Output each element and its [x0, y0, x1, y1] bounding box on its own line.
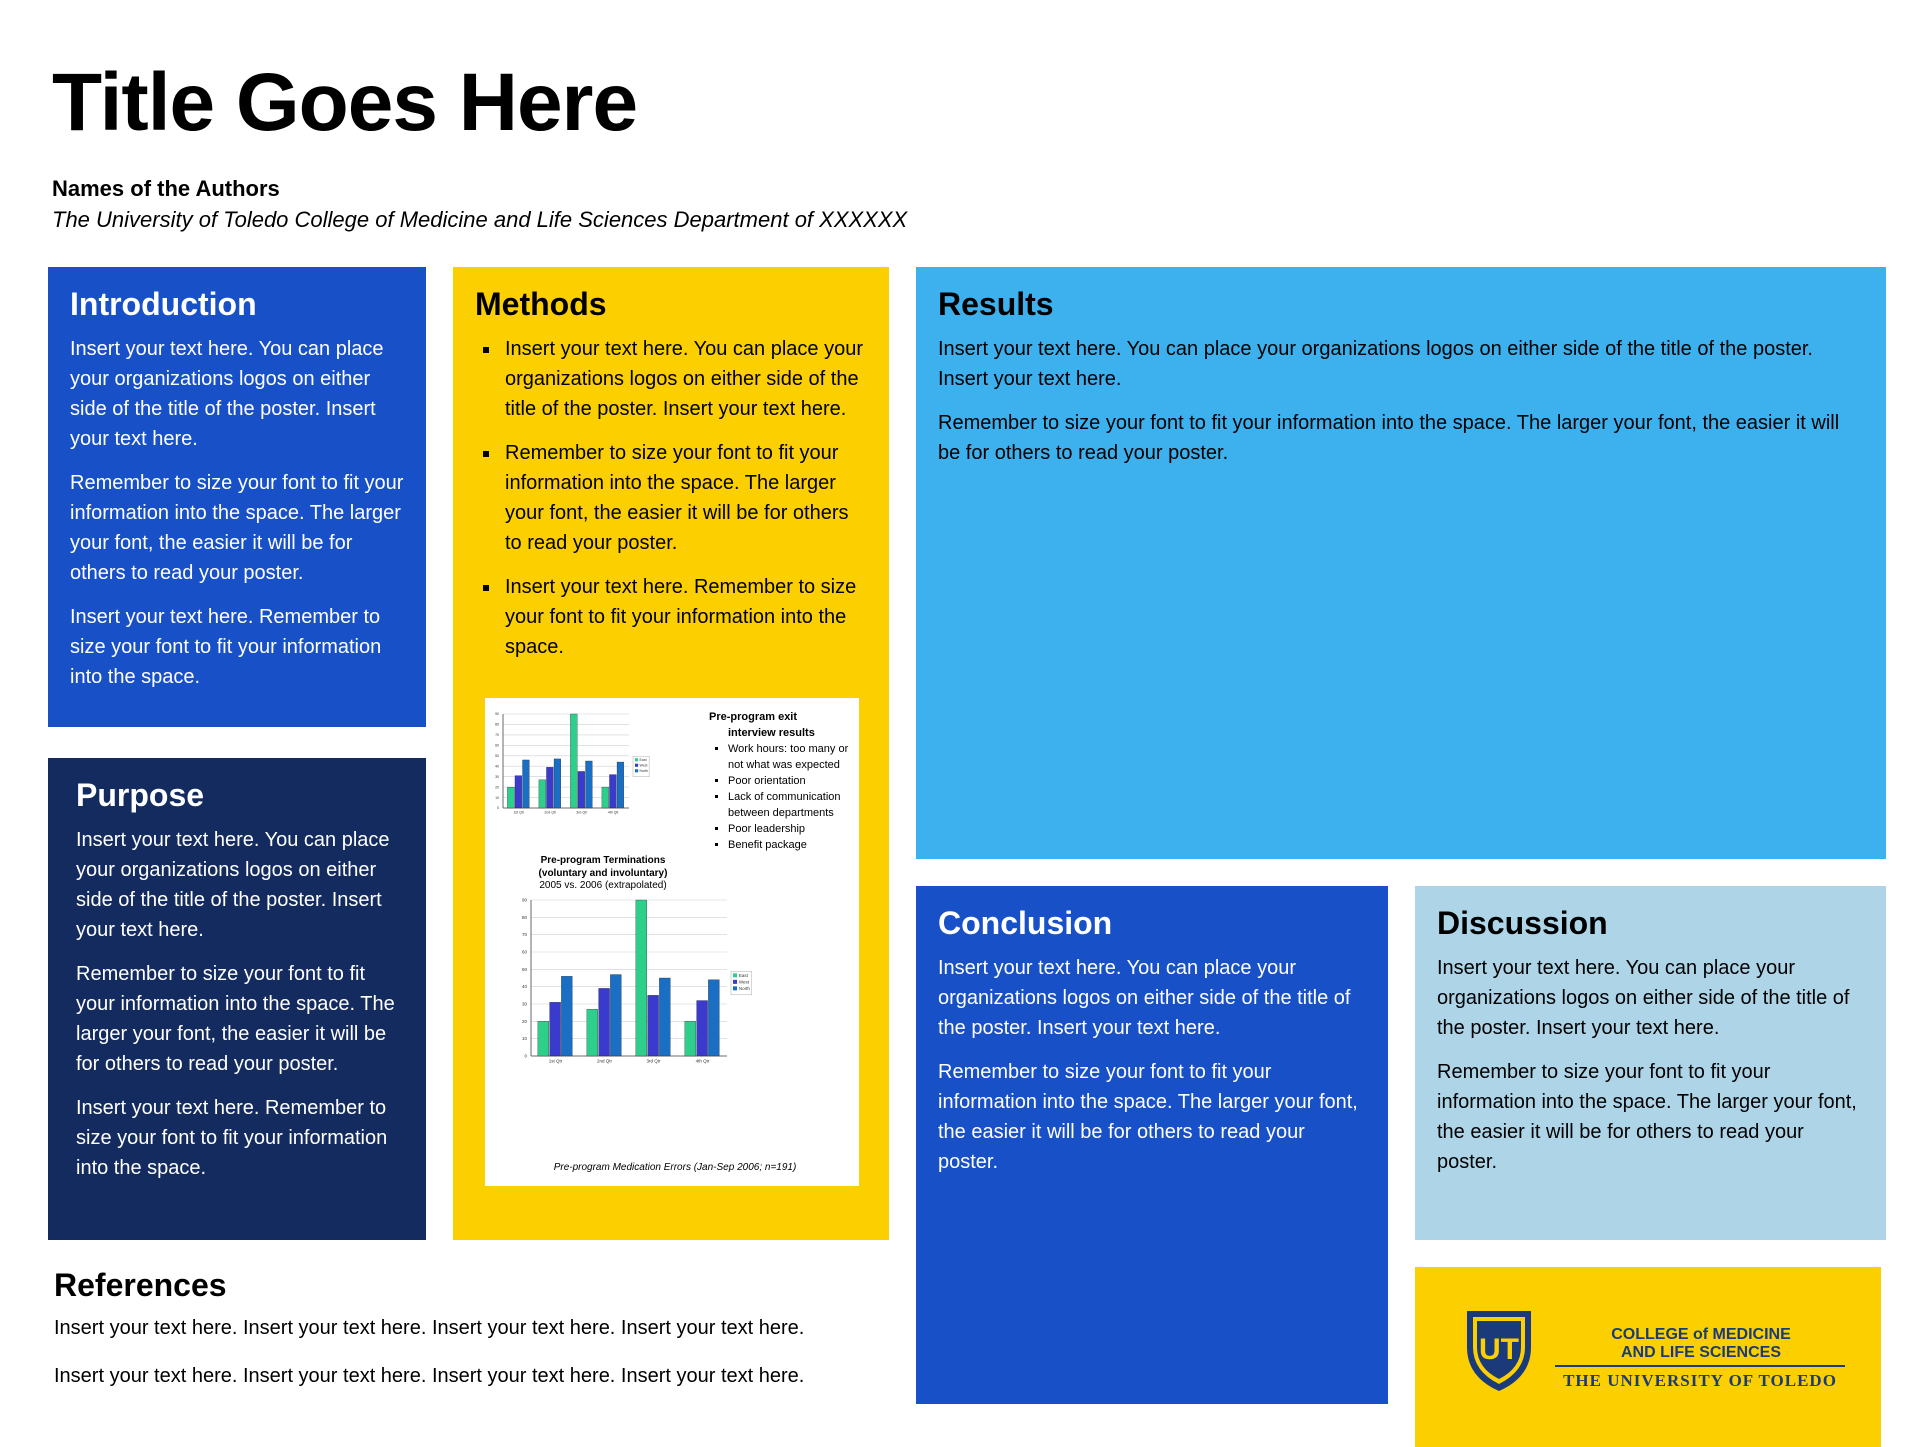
- terminations-caption: [505, 855, 701, 893]
- chart2-y-tick-label: 40: [521, 984, 527, 990]
- discussion-paragraph: Insert your text here. You can place your organizations logos on either side of the title of the poster. Insert your text here.: [1437, 957, 1850, 1040]
- chart1-y-tick-label: 40: [495, 764, 499, 769]
- references-section: [54, 1268, 894, 1409]
- chart2-bar: [587, 1009, 598, 1056]
- chart1-legend-label: North: [639, 769, 649, 774]
- results-paragraph: Insert your text here. You can place your organizations logos on either side of the title of the poster. Insert your text here.: [938, 338, 1813, 391]
- chart2-x-tick-label: 2nd Qtr: [596, 1058, 613, 1064]
- introduction-paragraph: Remember to size your font to fit your information into the space. The larger your font, the easier it will be for others to read your poster.: [70, 472, 404, 585]
- methods-heading: Methods: [475, 286, 607, 322]
- chart2-bar: [538, 1021, 549, 1056]
- terminations-caption-sub: (voluntary and involuntary): [538, 867, 668, 879]
- conclusion-paragraph: Insert your text here. You can place your organizations logos on either side of the title of the poster. Insert your text here.: [938, 957, 1351, 1040]
- chart2-y-tick-label: 50: [521, 966, 527, 972]
- exit-interview-item: ▪ Lack of communication between departments: [728, 790, 855, 822]
- methods-list: [475, 334, 867, 662]
- introduction-heading: Introduction: [70, 286, 257, 322]
- chart2-bar: [648, 995, 659, 1056]
- chart2-y-tick-label: 60: [521, 949, 527, 955]
- chart1-y-tick-label: 60: [495, 743, 499, 748]
- chart1-x-tick-label: 2nd Qtr: [544, 810, 557, 815]
- college-logo: [1415, 1267, 1881, 1447]
- chart1-bar: [570, 714, 577, 808]
- chart1-y-tick-label: 0: [497, 806, 499, 811]
- results-heading: Results: [938, 286, 1054, 322]
- introduction-paragraph: Insert your text here. You can place your organizations logos on either side of the title of the poster. Insert your text here.: [70, 338, 384, 451]
- chart2-bar: [636, 900, 647, 1056]
- chart2-y-tick-label: 70: [521, 932, 527, 938]
- conclusion-panel: [916, 886, 1388, 1404]
- chart1-bar: [609, 775, 616, 808]
- chart2-bar: [708, 980, 719, 1056]
- chart2-bar: [685, 1021, 696, 1056]
- chart2-y-tick-label: 30: [521, 1001, 527, 1007]
- chart2-legend-swatch: [733, 980, 737, 984]
- logo-college-line-2: AND LIFE SCIENCES: [1620, 1344, 1781, 1361]
- purpose-paragraph: Remember to size your font to fit your information into the space. The larger your font, the easier it will be for others to read your poster.: [76, 963, 395, 1076]
- affiliation-line: The University of Toledo College of Medicine and Life Sciences Department of XXXXXX: [52, 207, 908, 232]
- chart1-x-tick-label: 1st Qtr: [513, 810, 525, 815]
- chart1-legend-label: East: [639, 758, 647, 763]
- chart1-bar: [617, 762, 624, 808]
- methods-bullet: ▪ Insert your text here. Remember to size your font to fit your information into the space.: [501, 572, 867, 662]
- exit-interview-notes: [709, 710, 855, 853]
- chart1-y-tick-label: 20: [495, 785, 499, 790]
- chart1-x-tick-label: 4th Qtr: [607, 810, 619, 815]
- chart1-legend-label: West: [639, 763, 648, 768]
- shield-icon: [1463, 1307, 1535, 1393]
- chart2-legend-swatch: [733, 973, 737, 977]
- chart2-legend-label: West: [738, 979, 750, 985]
- chart1-y-tick-label: 70: [495, 733, 499, 738]
- chart2-bar: [610, 975, 621, 1056]
- exit-interview-heading-2: interview results: [728, 726, 815, 739]
- chart2-bar: [599, 988, 610, 1056]
- chart2-legend-label: North: [738, 986, 750, 992]
- chart1-y-tick-label: 30: [495, 774, 499, 779]
- discussion-panel: [1415, 886, 1886, 1240]
- chart2-x-tick-label: 3rd Qtr: [646, 1058, 661, 1064]
- chart1-y-tick-label: 10: [495, 795, 499, 800]
- logo-university-line: THE UNIVERSITY OF TOLEDO: [1563, 1371, 1837, 1390]
- exit-interview-item: ▪ Poor orientation: [728, 774, 855, 790]
- logo-monogram: UT: [1479, 1333, 1519, 1366]
- exit-interview-item: ▪ Work hours: too many or not what was expected: [728, 742, 855, 774]
- introduction-paragraph: Insert your text here. Remember to size your font to fit your information into the space.: [70, 606, 382, 689]
- chart2-y-tick-label: 90: [521, 897, 527, 903]
- purpose-panel: [48, 758, 426, 1240]
- chart1-bar: [586, 761, 593, 808]
- chart1-x-tick-label: 3rd Qtr: [576, 810, 588, 815]
- introduction-panel: [48, 267, 426, 727]
- chart2-bar: [697, 1001, 708, 1056]
- logo-divider: [1555, 1365, 1845, 1367]
- purpose-paragraph: Insert your text here. You can place your organizations logos on either side of the title of the poster. Insert your text here.: [76, 829, 390, 942]
- chart1-legend-swatch: [635, 769, 638, 772]
- references-paragraph: Insert your text here. Insert your text here. Insert your text here. Insert your text here.: [54, 1365, 805, 1388]
- exit-interview-heading: Pre-program exit: [709, 711, 798, 723]
- chart2-y-tick-label: 0: [524, 1053, 527, 1059]
- exit-interview-item: ▪ Poor leadership: [728, 822, 855, 838]
- discussion-paragraph: Remember to size your font to fit your information into the space. The larger your font, the easier it will be for others to read your poster.: [1437, 1061, 1857, 1174]
- chart1-bar: [602, 787, 609, 808]
- chart1-legend-swatch: [635, 764, 638, 767]
- chart1-bar: [523, 760, 530, 808]
- authors-line: Names of the Authors: [52, 176, 280, 201]
- conclusion-heading: Conclusion: [938, 905, 1113, 941]
- chart1-bar: [578, 771, 585, 808]
- terminations-caption-title: Pre-program Terminations: [540, 855, 666, 866]
- chart2-bar: [550, 1002, 561, 1056]
- chart1-y-tick-label: 50: [495, 754, 499, 759]
- discussion-heading: Discussion: [1437, 905, 1608, 941]
- chart1-y-tick-label: 80: [495, 722, 499, 727]
- chart2-bar: [561, 976, 572, 1056]
- chart1-legend-swatch: [635, 758, 638, 761]
- purpose-heading: Purpose: [76, 777, 205, 813]
- chart2-y-tick-label: 10: [521, 1036, 527, 1042]
- chart2-x-tick-label: 1st Qtr: [548, 1058, 563, 1064]
- exit-interview-item: ▪ Benefit package: [728, 838, 855, 854]
- chart1-bar: [539, 780, 546, 808]
- methods-bullet: ▪ Insert your text here. You can place your organizations logos on either side of the title of the poster. Insert your text here.: [501, 334, 867, 424]
- results-panel: [916, 267, 1886, 859]
- terminations-caption-years: 2005 vs. 2006 (extrapolated): [539, 880, 667, 891]
- chart1-bar: [515, 776, 522, 808]
- poster-title: Title Goes Here: [52, 57, 638, 148]
- methods-figure: [485, 698, 859, 1186]
- references-paragraph: Insert your text here. Insert your text here. Insert your text here. Insert your text here.: [54, 1317, 805, 1340]
- chart1-bar: [546, 767, 553, 808]
- medication-errors-caption: Pre-program Medication Errors (Jan-Sep 2006; n=191): [553, 1162, 797, 1173]
- conclusion-paragraph: Remember to size your font to fit your information into the space. The larger your font, the easier it will be for others to read your poster.: [938, 1061, 1358, 1174]
- methods-bullet: ▪ Remember to size your font to fit your information into the space. The larger your font, the easier it will be for others to read your poster.: [501, 438, 867, 558]
- chart2-x-tick-label: 4th Qtr: [695, 1058, 710, 1064]
- chart2-legend-swatch: [733, 986, 737, 990]
- chart1-bar: [554, 759, 561, 808]
- chart1-bar: [507, 787, 514, 808]
- references-heading: References: [54, 1267, 227, 1303]
- chart2-legend-label: East: [738, 973, 748, 979]
- chart2-bar: [659, 978, 670, 1056]
- logo-college-line: COLLEGE of MEDICINE: [1611, 1326, 1791, 1343]
- chart2-y-tick-label: 80: [521, 914, 527, 920]
- chart2-y-tick-label: 20: [521, 1018, 527, 1024]
- exit-interview-list: [709, 742, 855, 854]
- chart1-y-tick-label: 90: [495, 712, 499, 717]
- results-paragraph: Remember to size your font to fit your information into the space. The larger your font, the easier it will be for others to read your poster.: [938, 412, 1840, 465]
- purpose-paragraph: Insert your text here. Remember to size your font to fit your information into the space.: [76, 1097, 388, 1180]
